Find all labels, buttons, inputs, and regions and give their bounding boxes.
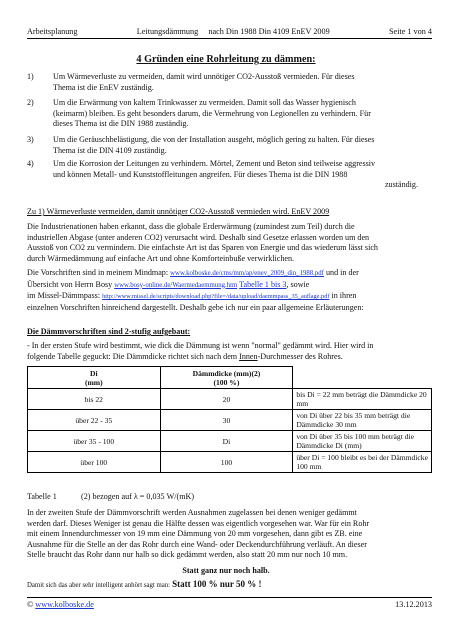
s2-line-1: - In der ersten Stufe wird bestimmt, wie dick die Dämmung ist wenn "normal" gedämmt wird. Hier wird in bbox=[27, 341, 374, 350]
header-left: Arbeitsplanung bbox=[27, 27, 78, 36]
row-2-note: von Di über 22 bis 35 mm beträgt die Dämmdicke 30 mm bbox=[293, 410, 432, 431]
row-4-dd: 100 bbox=[160, 452, 293, 473]
statt-ganz-line: Statt ganz nur noch halb. bbox=[182, 566, 270, 575]
closing-intro: Damit sich das aber sehr intelligent anhört sagt man: bbox=[27, 582, 171, 589]
row-4-note: über Di = 100 bleibt es bei der Dämmdicke 100 mm bbox=[293, 452, 432, 473]
row-1-dd: 20 bbox=[160, 389, 293, 410]
point-4-line1: Um die Korrosion der Leitungen zu verhindern. Mörtel, Zement und Beton sind teilweise aggressiv bbox=[53, 159, 376, 168]
footer-link[interactable]: www.kolboske.de bbox=[35, 600, 94, 609]
missel-suffix: in ihren bbox=[331, 291, 357, 301]
s2-line-2b: -Durchmesser des Rohres. bbox=[257, 351, 343, 361]
closing-line bbox=[27, 579, 439, 592]
s1-line-3: Ausstoß von CO2 zu vermindern. Die einfachste Art ist das Sparen von Energie und das wiederum lässt sich bbox=[27, 243, 378, 253]
point-1-text bbox=[53, 72, 438, 93]
footer-date: 13.12.2013 bbox=[395, 600, 432, 609]
header-daemmdicke: Dämmdicke (mm)(2) (100 %) bbox=[160, 367, 293, 389]
footer-left bbox=[27, 600, 94, 609]
section-2-paragraph bbox=[27, 341, 437, 362]
page-title: 4 Gründen eine Rohrleitung zu dämmen: bbox=[136, 54, 316, 65]
s3-line-2: werden darf. Dieses Weniger ist genau die Hälfte dessen was eigentlich vorgesehen war. War für ein Rohr bbox=[27, 518, 370, 528]
s2-line-2a: folgende Tabelle geguckt: Die Dämmdicke richtet sich nach dem bbox=[27, 351, 238, 361]
row-4-di: über 100 bbox=[28, 452, 161, 473]
point-1-line1: Um Wärmeverluste zu vermeiden, damit wird unnötiger CO2-Ausstoß vermieden. Für dieses bbox=[53, 72, 355, 81]
row-3-dd: Di bbox=[160, 431, 293, 452]
point-4-number: 4) bbox=[27, 159, 34, 168]
header-empty bbox=[293, 367, 432, 389]
point-3-number: 3) bbox=[27, 135, 34, 144]
insulation-table bbox=[27, 366, 432, 473]
point-3-line2: Thema ist die DIN 4109 zuständig. bbox=[53, 145, 167, 155]
s1-line-1: Die Industrienationen haben erkannt, dass die globale Erderwärmung (zumindest zum Teil) durch die bbox=[27, 222, 355, 231]
copyright-symbol: © bbox=[27, 600, 34, 609]
point-2-line3: dieses Thema ist die DIN 1988 zuständig. bbox=[53, 119, 189, 129]
mindmap-intro: Die Vorschriften sind in meinem Mindmap: bbox=[27, 268, 169, 277]
header-right: Seite 1 von 4 bbox=[389, 27, 432, 36]
point-1-number: 1) bbox=[27, 72, 34, 81]
table-row bbox=[28, 389, 432, 410]
sowie-text: , sowie bbox=[286, 279, 310, 289]
header-di: Di (mm) bbox=[28, 367, 161, 389]
table-row bbox=[28, 452, 432, 473]
table-header-row bbox=[28, 367, 432, 389]
page-header bbox=[27, 24, 432, 39]
section-1-paragraph bbox=[27, 222, 437, 264]
bosy-link[interactable]: www.bosy-online.de/Waermedaemmung.htm bbox=[114, 281, 238, 289]
point-2-number: 2) bbox=[27, 98, 34, 107]
missel-link[interactable]: http://www.missel.de/scripts/download.php?file=/data/upload/daemmpass_35_auflage.pdf bbox=[102, 293, 330, 301]
s2-innen: Innen bbox=[239, 351, 258, 361]
row-1-di: bis 22 bbox=[28, 389, 161, 410]
point-2-line2: (keimarm) bleiben. Es geht besonders darum, die Vermehrung von Legionellen zu verhindern. Für bbox=[53, 108, 371, 118]
mindmap-link[interactable]: www.kolboske.de/cms/mm/ap/enev_2009_din_1988.pdf bbox=[170, 270, 324, 277]
references-end: einzelnen Vorschriften hinreichend dargestellt. Deshalb gebe ich nur ein paar allgemeine Erläuterungen: bbox=[27, 302, 364, 312]
table-caption: Tabelle 1 (2) bezogen auf λ = 0,035 W/(mK) bbox=[27, 492, 195, 501]
point-2-text bbox=[53, 98, 438, 130]
page-footer bbox=[27, 597, 432, 609]
point-3-text bbox=[53, 135, 438, 156]
s3-line-3: mit einem Innendurchmesser von 19 mm eine Dämmung von 20 mm vorgesehen, dann gibt es ZB. eine bbox=[27, 529, 363, 539]
section-3-paragraph bbox=[27, 508, 439, 561]
tabelle-link[interactable]: Tabelle 1 bis 3 bbox=[239, 279, 287, 289]
row-2-di: über 22 - 35 bbox=[28, 410, 161, 431]
table-row bbox=[28, 431, 432, 452]
table-row bbox=[28, 410, 432, 431]
point-4-text bbox=[53, 159, 438, 191]
s3-line-5: Stelle braucht das Rohr dann nur halb so dick gedämmt werden, also statt 20 mm nur noch 10 mm. bbox=[27, 550, 348, 560]
header-middle: Leitungsdämmung nach Din 1988 Din 4109 EnEV 2009 bbox=[136, 27, 330, 36]
bosy-intro: Übersicht von Herrn Bosy bbox=[27, 279, 113, 289]
section-2-heading: Die Dämmvorschriften sind 2-stufig aufgebaut: bbox=[27, 327, 191, 336]
s3-line-1: In der zweiten Stufe der Dämmvorschrift werden Ausnahmen zugelassen bei denen weniger gedämmt bbox=[27, 508, 357, 517]
s3-line-4: Ausnahme für die Stelle an der das Rohr durch eine Wand- oder Deckendurchführung verläuft. An dieser bbox=[27, 539, 367, 549]
row-3-di: über 35 - 100 bbox=[28, 431, 161, 452]
section-1-references bbox=[27, 268, 437, 313]
mindmap-suffix: und in der bbox=[325, 268, 359, 277]
missel-intro: im Missel-Dämmpass: bbox=[27, 291, 101, 301]
point-3-line1: Um die Geräuschbelästigung, die von der Installation ausgeht, möglich gering zu halten. Für dieses bbox=[53, 135, 375, 144]
row-1-note: bis Di = 22 mm beträgt die Dämmdicke 20 mm bbox=[293, 389, 432, 410]
s1-line-2: industriellen Abgase (unter anderen CO2) verursacht wird. Deshalb sind Gesetze erlassen worden um den bbox=[27, 232, 370, 242]
closing-emphasis: Statt 100 % nur 50 % ! bbox=[172, 579, 262, 589]
row-3-note: von Di über 35 bis 100 mm beträgt die Dämmdicke Di (mm) bbox=[293, 431, 432, 452]
row-2-dd: 30 bbox=[160, 410, 293, 431]
s1-line-4: durch Wärmedämmung auf einfache Art und ohne Komforteinbuße verwirklichen. bbox=[27, 253, 295, 263]
point-1-line2: Thema ist die EnEV zuständig. bbox=[53, 82, 154, 92]
section-1-heading: Zu 1) Wärmeverluste vermeiden, damit unnötiger CO2-Ausstoß vermieden wird. EnEV 2009 bbox=[27, 207, 330, 216]
point-2-line1: Um die Erwärmung von kaltem Trinkwasser zu vermeiden. Damit soll das Wasser hygienisch bbox=[53, 98, 356, 107]
point-4-line3: zuständig. bbox=[384, 180, 418, 190]
point-4-line2: und können Metall- und Kunststoffleitungen angreifen. Für dieses Thema ist die DIN 1988 bbox=[53, 169, 348, 179]
